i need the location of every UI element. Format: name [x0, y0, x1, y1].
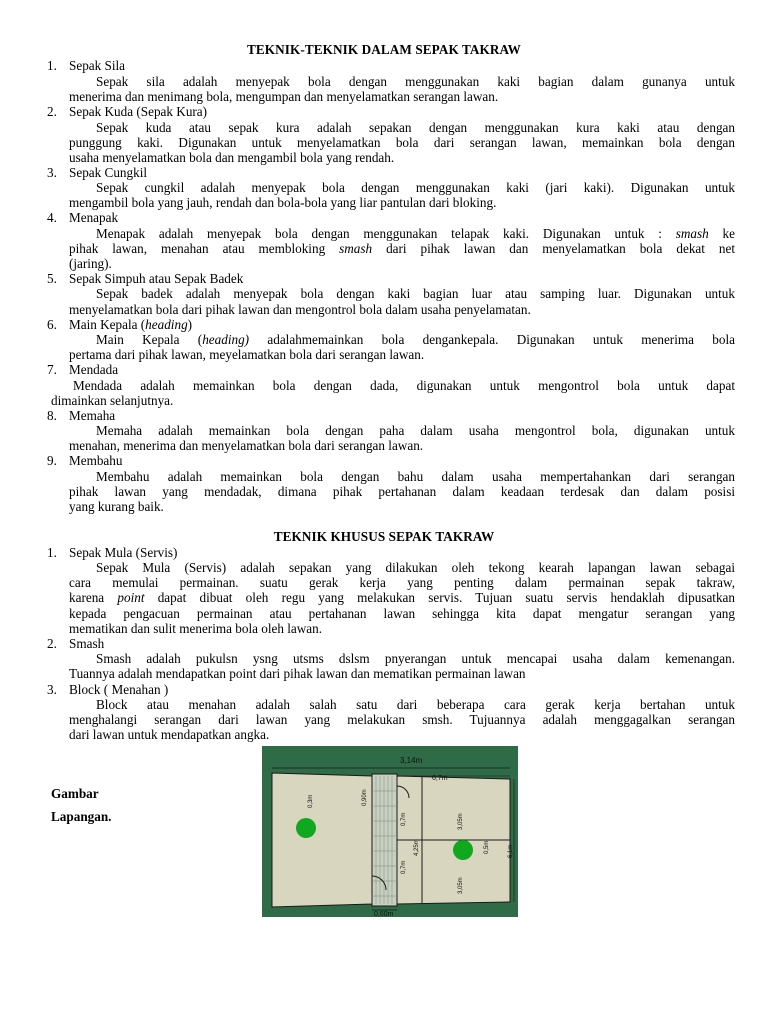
- item-text: dari lawan untuk mendapatkan angka.: [69, 727, 270, 742]
- dim-label-305b: 3,05m: [458, 877, 464, 894]
- list-number: 1.: [47, 58, 57, 73]
- item-text: pihak lawan yang mendadak, dimana pihak pertahanan dalam keadaan terdesak dan dalam posisi: [69, 484, 735, 499]
- item-heading: Sepak Sila: [69, 58, 126, 73]
- item-text: Sepak badek adalah menyepak bola dengan kaki bagian luar atau samping luar. Digunakan untuk: [96, 286, 735, 301]
- item-heading: Sepak Kuda (Sepak Kura): [69, 104, 208, 119]
- item-text: mematikan dan sulit menerima bola oleh lawan.: [69, 621, 323, 636]
- item-text: menyelamatkan bola dari pihak lawan dan mengontrol bola dalam usaha penyelamatan.: [69, 302, 531, 317]
- item-text: punggung kaki. Digunakan untuk menyelamatkan bola dari serangan lawan, memainkan bola dengan: [69, 135, 735, 150]
- item-text: Mendada adalah memainkan bola dengan dada, digunakan untuk mengontrol bola untuk dapat: [73, 378, 735, 393]
- item-heading: Sepak Simpuh atau Sepak Badek: [69, 271, 244, 286]
- item-heading: Sepak Cungkil: [69, 165, 148, 180]
- item-text: menghalangi serangan dari lawan yang melakukan smsh. Tujuannya adalah menggagalkan serangan: [69, 712, 735, 727]
- list-number: 2.: [47, 104, 57, 119]
- item-text: (jaring).: [69, 256, 112, 271]
- list-number: 3.: [47, 165, 57, 180]
- figure-label-gambar: Gambar: [51, 786, 99, 801]
- item-text: Membahu adalah memainkan bola dengan bahu dalam usaha mempertahankan dari serangan: [96, 469, 735, 484]
- item-text: Sepak cungkil adalah menyepak bola dengan menggunakan kaki (jari kaki). Digunakan untuk: [96, 180, 735, 195]
- item-text: cara memulai permainan. suatu gerak kerja yang penting dalam permainan sepak takraw,: [69, 575, 735, 590]
- court-left-half: [272, 773, 372, 907]
- list-number: 3.: [47, 682, 57, 697]
- title-teknik-khusus: TEKNIK KHUSUS SEPAK TAKRAW: [273, 529, 495, 544]
- item-text: mengambil bola yang jauh, rendah dan bola-bola yang liar pantulan dari bloking.: [69, 195, 497, 210]
- list-number: 7.: [47, 362, 57, 377]
- dim-label-width: 6,1m: [508, 844, 514, 858]
- item-heading: Mendada: [69, 362, 119, 377]
- dim-label-05: 0,5m: [484, 840, 490, 854]
- dim-label-090: 0,90m: [362, 789, 368, 806]
- list-number: 6.: [47, 317, 57, 332]
- court-diagram: [262, 746, 518, 917]
- figure-label-lapangan: Lapangan.: [51, 809, 112, 824]
- list-number: 9.: [47, 453, 57, 468]
- item-text: Memaha adalah memainkan bola dengan paha dalam usaha mengontrol bola, digunakan untuk: [96, 423, 735, 438]
- item-text: dimainkan selanjutnya.: [51, 393, 174, 408]
- item-heading: Membahu: [69, 453, 123, 468]
- ball-right: [453, 840, 473, 860]
- item-text: pertama dari pihak lawan, meyelamatkan bola dari serangan lawan.: [69, 347, 425, 362]
- item-heading: Block ( Menahan ): [69, 682, 169, 697]
- item-text: menerima dan menimang bola, mengumpan dan menyelamatkan serangan lawan.: [69, 89, 499, 104]
- item-text: Sepak sila adalah menyepak bola dengan menggunakan kaki bagian dalam gunanya untuk: [96, 74, 735, 89]
- item-text: Tuannya adalah mendapatkan point dari pihak lawan dan mematikan permainan lawan: [69, 666, 526, 681]
- item-text: kepada pengacuan permainan atau pertahanan lawan sehingga kita dapat mengatur serangan yang: [69, 606, 735, 621]
- title-teknik-teknik: TEKNIK-TEKNIK DALAM SEPAK TAKRAW: [247, 42, 521, 57]
- item-text: Sepak Mula (Servis) adalah sepakan yang dilakukan oleh tekong kearah lapangan lawan sebagai: [96, 560, 735, 575]
- item-text: Menapak adalah menyepak bola dengan menggunakan telapak kaki. Digunakan untuk : smash ke: [96, 226, 736, 241]
- dim-label-305a: 3,05m: [458, 813, 464, 830]
- item-text: pihak lawan, menahan atau membloking smash dari pihak lawan dan menyelamatkan bola dekat net: [69, 241, 735, 256]
- item-text: yang kurang baik.: [69, 499, 164, 514]
- item-text: Smash adalah pukulsn ysng utsms dslsm pnyerangan untuk mencapai usaha dalam kemenangan.: [96, 651, 735, 666]
- item-heading: Menapak: [69, 210, 119, 225]
- dim-label-07a: 0,7m: [401, 812, 407, 826]
- item-text: Main Kepala (heading) adalahmemainkan bola dengankepala. Digunakan untuk menerima bola: [96, 332, 735, 347]
- item-text: Block atau menahan adalah salah satu dari beberapa cara gerak kerja bertahan untuk: [96, 697, 735, 712]
- item-text: Sepak kuda atau sepak kura adalah sepakan dengan menggunakan kura kaki atau dengan: [96, 120, 735, 135]
- list-number: 8.: [47, 408, 57, 423]
- item-text: usaha menyelamatkan bola dan mengambil bola yang rendah.: [69, 150, 395, 165]
- dim-label-07b: 0,7m: [401, 860, 407, 874]
- dim-label-total: 3,14m: [400, 756, 423, 765]
- item-heading: Smash: [69, 636, 105, 651]
- list-number: 1.: [47, 545, 57, 560]
- dim-label-03: 0,3m: [308, 794, 314, 808]
- dim-label-425: 4,25m: [414, 839, 420, 856]
- dim-label-half: 6,7m: [432, 775, 448, 782]
- item-heading: Sepak Mula (Servis): [69, 545, 178, 560]
- ball-left: [296, 818, 316, 838]
- list-number: 4.: [47, 210, 57, 225]
- item-heading: Memaha: [69, 408, 116, 423]
- dim-label-net: 0,60m: [374, 911, 394, 917]
- list-number: 5.: [47, 271, 57, 286]
- item-text: karena point dapat dibuat oleh regu yang melakukan servis. Tujuan suatu servis hendaklah dipusatkan: [69, 590, 736, 605]
- item-heading: Main Kepala (heading): [69, 317, 193, 332]
- list-number: 2.: [47, 636, 57, 651]
- item-text: menahan, menerima dan menyelamatkan bola dari serangan lawan.: [69, 438, 424, 453]
